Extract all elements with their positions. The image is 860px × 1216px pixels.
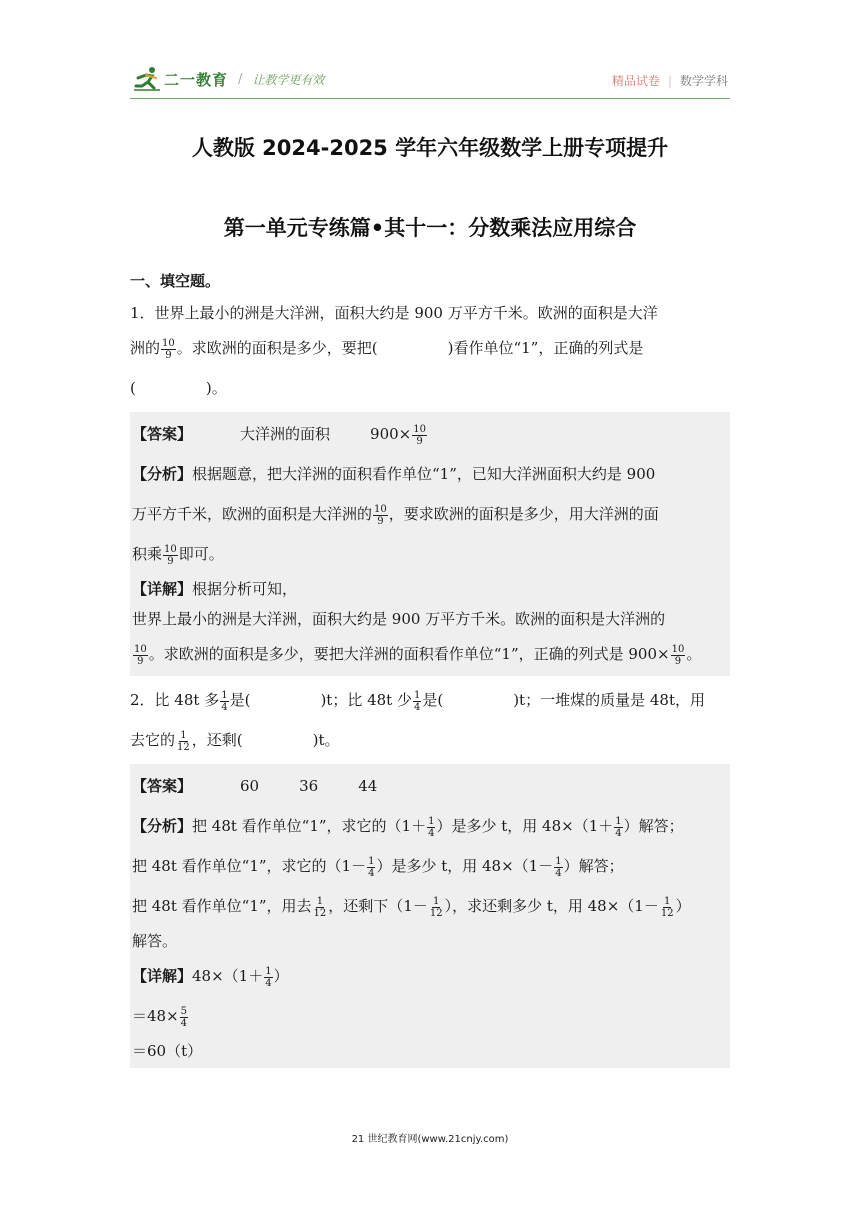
answer-value: 60 — [240, 777, 260, 795]
frac-den: 9 — [674, 655, 682, 667]
q2-analysis — [132, 806, 728, 846]
frac-num: 1 — [433, 895, 440, 907]
q2-answer — [132, 766, 728, 806]
answer-value: 44 — [358, 777, 378, 795]
frac-num: 1 — [180, 729, 187, 741]
analysis-text: 把 48t 看作单位“1”，用去 — [132, 897, 312, 915]
q2-analysis-line4: 解答。 — [132, 932, 178, 950]
frac-den: 9 — [165, 349, 172, 361]
frac-den: 4 — [368, 867, 375, 879]
q2-text: 去它的 — [130, 731, 176, 749]
q1-detail — [132, 574, 728, 604]
logo — [132, 66, 324, 92]
fraction — [161, 338, 176, 361]
q2-text: )t；一堆煤的质量是 48t，用 — [513, 691, 705, 709]
runner-logo-icon — [132, 66, 162, 92]
page-header — [130, 60, 730, 100]
analysis-text: ）是多少 t，用 48×（1－ — [376, 857, 554, 875]
answer-value: 大洋洲的面积 — [240, 425, 331, 443]
frac-den: 4 — [221, 701, 228, 713]
q2-detail-line3: ＝60（t） — [132, 1042, 203, 1060]
analysis-text: 把 48t 看作单位“1”，求它的（1－ — [132, 857, 367, 875]
analysis-text: ）解答； — [623, 817, 684, 835]
q2-solution-box — [130, 764, 730, 1068]
frac-num: 10 — [162, 337, 175, 349]
doc-subtitle: 第一单元专练篇•其十一：分数乘法应用综合 — [223, 216, 637, 240]
analysis-text: ，还剩下（1－ — [328, 897, 428, 915]
frac-num: 1 — [265, 965, 272, 977]
q1-text: )看作单位“1”，正确的列式是 — [447, 339, 644, 357]
frac-num: 1 — [555, 855, 562, 867]
q2-analysis-line2 — [132, 846, 728, 886]
q1-line1: 1．世界上最小的洲是大洋洲，面积大约是 900 万平方千米。欧洲的面积是大洋 — [130, 304, 658, 322]
header-tag-subject: 数学学科 — [679, 74, 728, 88]
q1-line3 — [130, 368, 730, 408]
answer-tag: 【答案】 — [132, 777, 193, 795]
page-footer: 21 世纪教育网(www.21cnjy.com) — [351, 1134, 509, 1145]
logo-slogan: 让教学更有效 — [252, 72, 325, 87]
frac-num: 1 — [316, 895, 324, 907]
answer-tag: 【答案】 — [132, 425, 193, 443]
q1-line2 — [130, 328, 730, 368]
fraction — [264, 966, 272, 989]
analysis-text: 把 48t 看作单位“1”，求它的（1＋ — [192, 817, 427, 835]
q2-analysis-line3 — [132, 886, 728, 926]
detail-text: 。 — [686, 645, 702, 663]
frac-num: 5 — [180, 1005, 188, 1017]
header-tag-separator: | — [667, 73, 672, 88]
section-heading: 一、填空题。 — [130, 272, 221, 290]
frac-den: 4 — [555, 867, 562, 879]
frac-num: 1 — [615, 815, 622, 827]
q1-text: ( — [130, 379, 136, 397]
logo-name: 二一教育 — [164, 70, 229, 89]
q2-line2 — [130, 720, 730, 760]
detail-text: 。求欧洲的面积是多少，要把大洋洲的面积看作单位“1”，正确的列式是 900× — [148, 645, 670, 663]
fraction — [429, 896, 444, 919]
fraction — [373, 504, 388, 527]
q1-analysis-line3 — [132, 534, 728, 574]
frac-den: 4 — [180, 1017, 188, 1029]
frac-den: 4 — [428, 827, 435, 839]
analysis-text: 根据题意，把大洋洲的面积看作单位“1”，已知大洋洲面积大约是 900 — [192, 465, 656, 483]
frac-den: 12 — [177, 741, 190, 753]
fraction — [671, 644, 686, 667]
detail-tag: 【详解】 — [132, 580, 193, 598]
analysis-tag: 【分析】 — [132, 465, 193, 483]
fraction — [176, 730, 191, 753]
detail-text: ） — [273, 967, 289, 985]
fraction — [614, 816, 622, 839]
detail-text: 根据分析可知， — [192, 580, 298, 598]
q1-text: 洲的 — [130, 339, 161, 357]
q2-detail — [132, 956, 728, 996]
frac-num: 1 — [368, 855, 375, 867]
analysis-text: 积乘 — [132, 545, 163, 563]
fraction — [367, 856, 375, 879]
frac-num: 1 — [428, 815, 435, 827]
frac-den: 4 — [265, 977, 272, 989]
q2-text: ，还剩( — [191, 731, 243, 749]
q1-answer — [132, 414, 728, 454]
analysis-text: 即可。 — [178, 545, 224, 563]
frac-den: 12 — [660, 907, 674, 919]
analysis-text: ）解答； — [563, 857, 624, 875]
q2-detail-line2 — [132, 996, 728, 1036]
header-tags — [612, 72, 728, 89]
q2-text: )t；比 48t 少 — [320, 691, 412, 709]
analysis-tag: 【分析】 — [132, 817, 193, 835]
header-tag-quality: 精品试卷 — [611, 74, 660, 88]
q1-text: 。求欧洲的面积是多少，要把( — [176, 339, 378, 357]
logo-separator: / — [238, 71, 243, 87]
analysis-text: ，要求欧洲的面积是多少，用大洋洲的面 — [388, 505, 659, 523]
fraction — [660, 896, 675, 919]
detail-tag: 【详解】 — [132, 967, 193, 985]
analysis-text: ）是多少 t，用 48×（1＋ — [436, 817, 614, 835]
q2-text: 是( — [229, 691, 251, 709]
header-divider — [130, 98, 730, 99]
fraction — [163, 544, 178, 567]
frac-den: 12 — [429, 907, 443, 919]
frac-num: 10 — [164, 543, 177, 555]
detail-text: 48×（1＋ — [192, 967, 264, 985]
frac-den: 9 — [167, 555, 174, 567]
frac-den: 12 — [313, 907, 327, 919]
frac-num: 1 — [413, 689, 421, 701]
q1-solution-box — [130, 412, 730, 676]
analysis-text: 万平方千米，欧洲的面积是大洋洲的 — [132, 505, 373, 523]
frac-den: 9 — [416, 435, 423, 447]
frac-den: 4 — [615, 827, 622, 839]
q2-text: 2．比 48t 多 — [130, 691, 220, 709]
q2-line1 — [130, 680, 730, 720]
fraction — [554, 856, 562, 879]
q2-text: 是( — [422, 691, 444, 709]
fraction — [313, 896, 328, 919]
fraction — [412, 424, 427, 447]
analysis-text: ），求还剩多少 t，用 48×（1－ — [444, 897, 659, 915]
fraction — [220, 690, 228, 713]
q1-text: )。 — [205, 379, 227, 397]
answer-value: 36 — [299, 777, 319, 795]
answer-value: 900× — [370, 425, 412, 443]
frac-num: 10 — [671, 643, 685, 655]
q1-analysis-line2 — [132, 494, 728, 534]
q1-analysis — [132, 454, 728, 494]
q1-detail-line2: 世界上最小的洲是大洋洲，面积大约是 900 万平方千米。欧洲的面积是大洋洲的 — [132, 610, 666, 628]
q2-text: )t。 — [312, 731, 340, 749]
fraction — [180, 1006, 188, 1029]
fraction — [413, 690, 421, 713]
fraction — [133, 644, 148, 667]
frac-num: 1 — [664, 895, 671, 907]
frac-num: 10 — [134, 643, 147, 655]
fraction — [427, 816, 435, 839]
frac-den: 9 — [137, 655, 144, 667]
frac-den: 4 — [413, 701, 421, 713]
detail-text: ＝48× — [132, 1007, 179, 1025]
doc-title: 人教版 2024-2025 学年六年级数学上册专项提升 — [191, 136, 669, 160]
analysis-text: ） — [675, 897, 691, 915]
frac-num: 10 — [374, 503, 387, 515]
document-body — [130, 268, 730, 1068]
frac-den: 9 — [377, 515, 384, 527]
frac-num: 1 — [221, 689, 228, 701]
frac-num: 10 — [413, 423, 426, 435]
q1-detail-line3 — [132, 634, 728, 674]
